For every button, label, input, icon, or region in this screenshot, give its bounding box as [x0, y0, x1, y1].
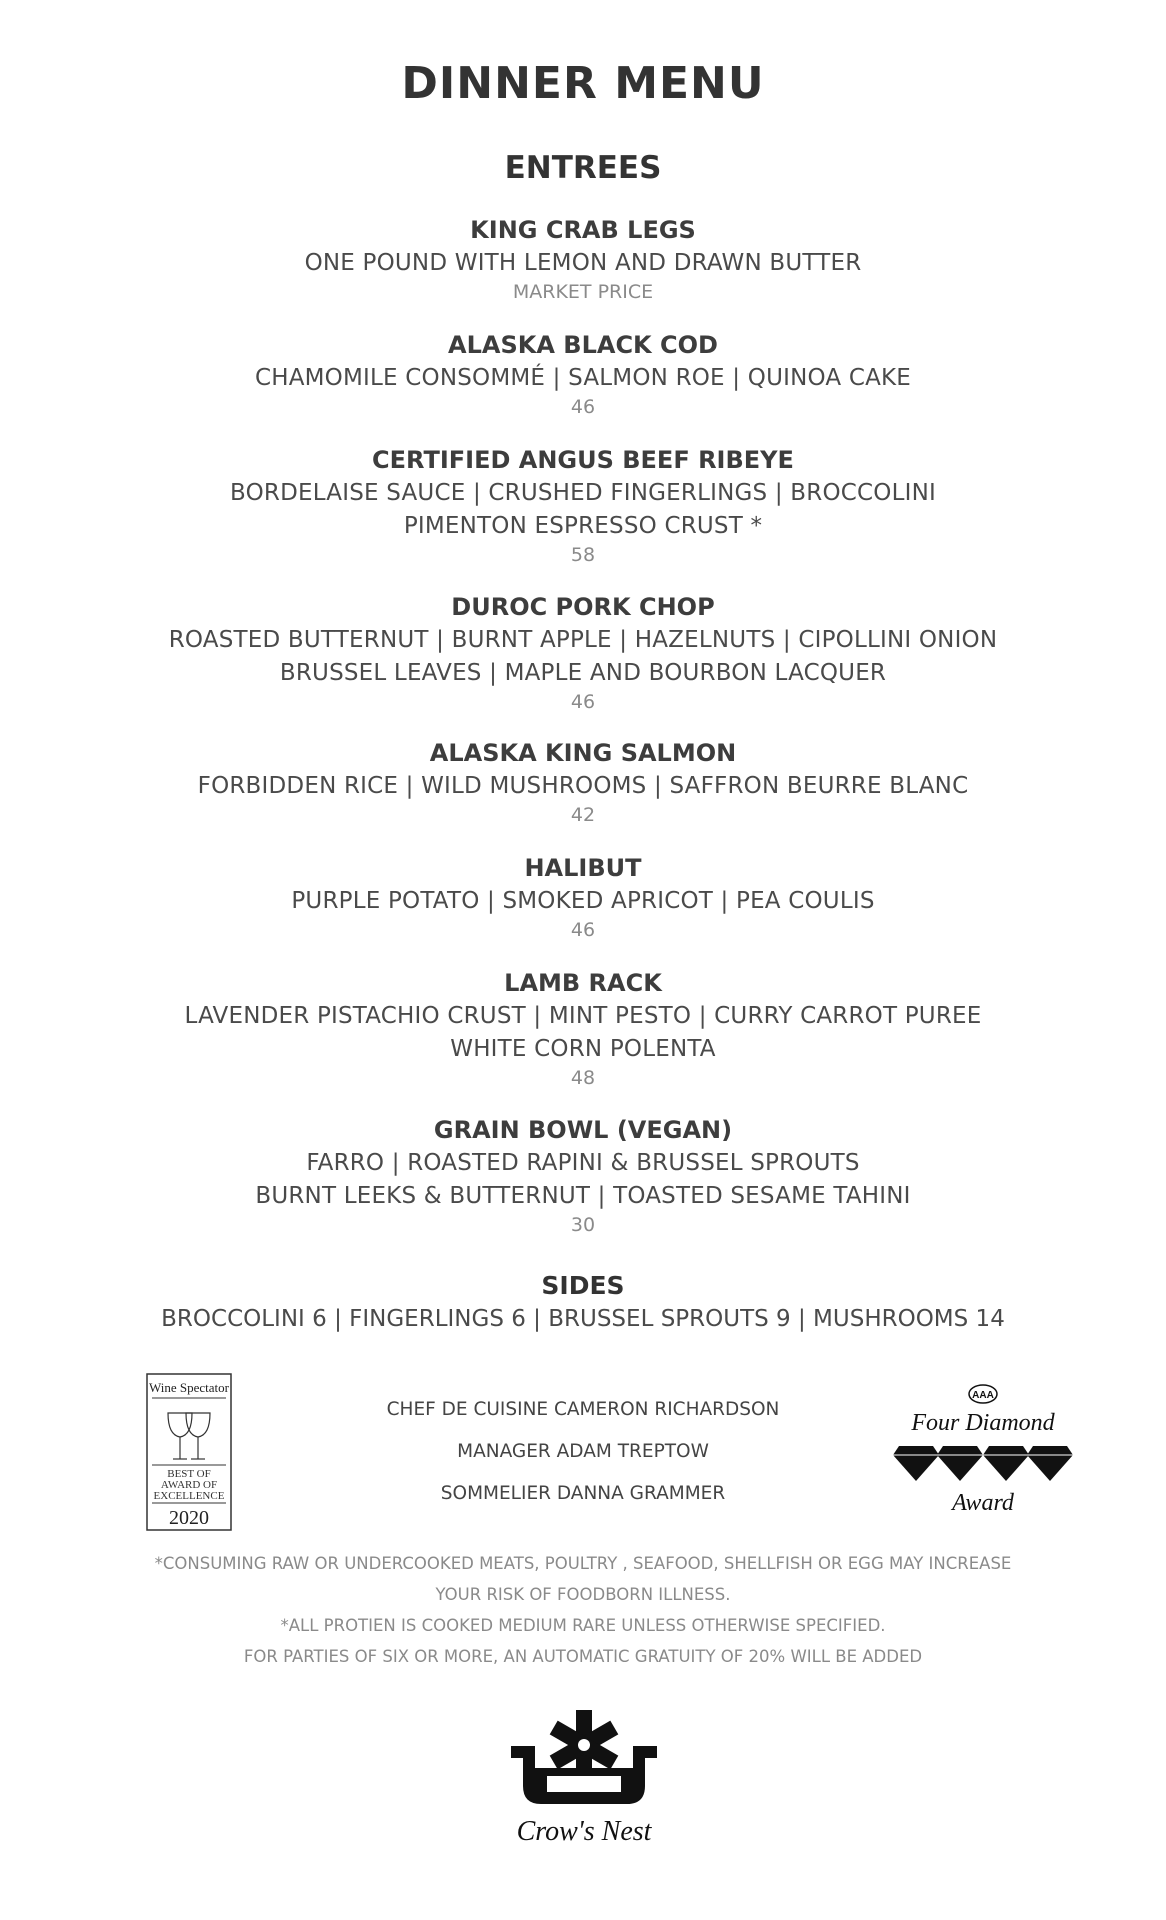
disclaimer-line: YOUR RISK OF FOODBORN ILLNESS.: [435, 1585, 731, 1604]
item-name: CERTIFIED ANGUS BEEF RIBEYE: [372, 446, 794, 474]
diamond-icon: [893, 1446, 939, 1481]
svg-text:2020: 2020: [169, 1507, 209, 1529]
disclaimer-line: *ALL PROTIEN IS COOKED MEDIUM RARE UNLESS OTHERWISE SPECIFIED.: [280, 1616, 886, 1635]
menu-item: [0, 1113, 1166, 1237]
item-description: BORDELAISE SAUCE | CRUSHED FINGERLINGS | BROCCOLINI: [230, 480, 936, 506]
sides-heading: SIDES: [541, 1271, 625, 1300]
item-description: BURNT LEEKS & BUTTERNUT | TOASTED SESAME TAHINI: [255, 1183, 911, 1209]
svg-text:BEST OF: BEST OF: [167, 1468, 211, 1480]
item-description: FORBIDDEN RICE | WILD MUSHROOMS | SAFFRON BEURRE BLANC: [197, 773, 969, 799]
staff-chef: CHEF DE CUISINE CAMERON RICHARDSON: [386, 1399, 780, 1420]
svg-text:AAA: AAA: [972, 1390, 994, 1401]
item-description: ONE POUND WITH LEMON AND DRAWN BUTTER: [304, 250, 862, 276]
svg-text:AWARD OF: AWARD OF: [160, 1479, 218, 1491]
disclaimer-notes: [0, 1548, 1166, 1672]
item-name: DUROC PORK CHOP: [451, 593, 715, 621]
item-name: ALASKA BLACK COD: [448, 331, 718, 359]
item-price: 42: [570, 804, 596, 826]
item-description: PURPLE POTATO | SMOKED APRICOT | PEA COULIS: [291, 888, 875, 914]
menu-item: [0, 328, 1166, 419]
staff-manager: MANAGER ADAM TREPTOW: [457, 1441, 709, 1462]
item-price: 46: [570, 919, 596, 941]
menu-item: [0, 966, 1166, 1090]
item-name: LAMB RACK: [504, 969, 662, 997]
item-price: 58: [570, 544, 596, 566]
menu-item: [0, 443, 1166, 567]
item-description: CHAMOMILE CONSOMMÉ | SALMON ROE | QUINOA CAKE: [254, 365, 912, 391]
item-description: ROASTED BUTTERNUT | BURNT APPLE | HAZELNUTS | CIPOLLINI ONION: [168, 627, 998, 653]
svg-text:Four Diamond: Four Diamond: [911, 1410, 1055, 1436]
staff-sommelier: SOMMELIER DANNA GRAMMER: [440, 1483, 726, 1504]
item-price: MARKET PRICE: [512, 281, 654, 303]
item-name: ALASKA KING SALMON: [429, 739, 737, 767]
item-description: BRUSSEL LEAVES | MAPLE AND BOURBON LACQUER: [279, 660, 887, 686]
item-name: HALIBUT: [524, 854, 642, 882]
diamond-icon: [1027, 1446, 1073, 1481]
menu-item: [0, 736, 1166, 827]
menu-item: [0, 213, 1166, 304]
item-price: 48: [570, 1067, 596, 1089]
crows-nest-logo: [509, 1708, 659, 1850]
item-description: PIMENTON ESPRESSO CRUST *: [403, 513, 763, 539]
item-name: KING CRAB LEGS: [470, 216, 696, 244]
aaa-four-diamond-award-logo: [893, 1381, 1073, 1517]
sides-list: BROCCOLINI 6 | FINGERLINGS 6 | BRUSSEL SPROUTS 9 | MUSHROOMS 14: [161, 1306, 1005, 1332]
entrees-heading: ENTREES: [504, 150, 662, 186]
wine-badge-brand: Wine Spectator: [149, 1380, 229, 1395]
disclaimer-line: *CONSUMING RAW OR UNDERCOOKED MEATS, POULTRY , SEAFOOD, SHELLFISH OR EGG MAY INCREASE: [154, 1554, 1012, 1573]
svg-text:Award: Award: [952, 1490, 1014, 1516]
disclaimer-line: FOR PARTIES OF SIX OR MORE, AN AUTOMATIC GRATUITY OF 20% WILL BE ADDED: [243, 1647, 923, 1666]
menu-item: [0, 851, 1166, 942]
diamond-icon: [983, 1446, 1029, 1481]
page-title: DINNER MENU: [401, 58, 765, 109]
item-description: WHITE CORN POLENTA: [450, 1036, 716, 1062]
item-price: 46: [570, 691, 596, 713]
item-name: GRAIN BOWL (VEGAN): [433, 1116, 733, 1144]
item-description: FARRO | ROASTED RAPINI & BRUSSEL SPROUTS: [306, 1150, 860, 1176]
wine-spectator-award-logo: [146, 1373, 232, 1531]
item-price: 30: [570, 1214, 596, 1236]
svg-text:EXCELLENCE: EXCELLENCE: [153, 1490, 225, 1502]
menu-item: [0, 590, 1166, 714]
crows-nest-wordmark: Crow's Nest: [516, 1816, 652, 1847]
item-description: LAVENDER PISTACHIO CRUST | MINT PESTO | CURRY CARROT PUREE: [184, 1003, 982, 1029]
diamond-icon: [937, 1446, 983, 1481]
item-price: 46: [570, 396, 596, 418]
